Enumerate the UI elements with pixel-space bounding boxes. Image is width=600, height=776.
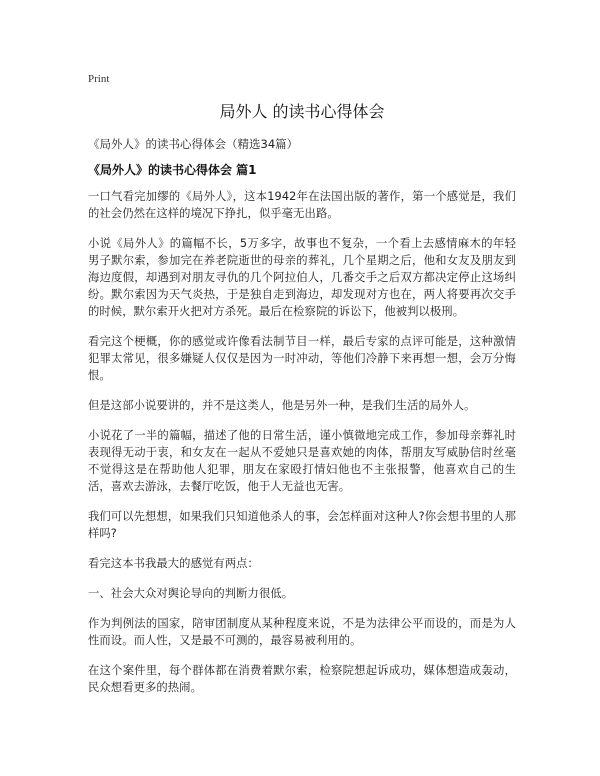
paragraph-7: 看完这本书我最大的感觉有两点： (88, 557, 259, 570)
print-label: Print (88, 73, 110, 85)
page-title: 局外人 的读书心得体会 (219, 102, 385, 121)
paragraph-9: 作为判例法的国家，陪审团制度从某种程度来说，不是为法律公平而设的，而是为人性而设。而人性，又是最不可测的，最容易被利用的。 (88, 617, 516, 647)
paragraph-1: 一口气看完加缪的《局外人》，这本1942年在法国出版的著作，第一个感觉是，我们的社会仍然在这样的境况下挣扎，似乎毫无出路。 (88, 190, 516, 220)
paragraph-5: 小说花了一半的篇幅，描述了他的日常生活，谨小慎微地完成工作，参加母亲葬礼时表现得无动于衷，和女友在一起从不爱她只是喜欢她的肉体，帮朋友写威胁信时丝毫不觉得这是在帮助他人犯罪，朋友在家殴打情妇他也不主张报警，他喜欢自己的生活，喜欢去游泳，去餐厅吃饭，他于人无益也无害。 (88, 429, 516, 493)
document-subtitle: 《局外人》的读书心得体会（精选34篇） (88, 137, 299, 151)
section-heading: 《局外人》的读书心得体会 篇1 (88, 163, 257, 177)
paragraph-8: 一、社会大众对舆论导向的判断力很低。 (88, 587, 294, 600)
paragraph-2: 小说《局外人》的篇幅不长，5万多字，故事也不复杂，一个看上去感情麻木的年轻男子默尔索，参加完在养老院逝世的母亲的葬礼，几个星期之后，他和女友及朋友到海边度假，却遇到对朋友寻仇的几个阿拉伯人，几番交手之后双方都决定停止这场纠纷。默尔索因为天气炎热，于是独自走到海边，却发现对方也在，两人将要再次交手的时候，默尔索开火把对方杀死。最后在检察院的诉讼下，他被判以极刑。 (88, 237, 516, 318)
paragraph-3: 看完这个梗概，你的感觉或许像看法制节目一样，最后专家的点评可能是，这种激情犯罪太常见，很多嫌疑人仅仅是因为一时冲动，等他们冷静下来再想一想，会万分悔恨。 (88, 335, 516, 382)
paragraph-10: 在这个案件里，每个群体都在消费着默尔索，检察院想起诉成功，媒体想造成轰动，民众想看更多的热闹。 (88, 664, 516, 694)
paragraph-4: 但是这部小说要讲的，并不是这类人，他是另外一种，是我们生活的局外人。 (88, 399, 476, 412)
paragraph-6: 我们可以先想想，如果我们只知道他杀人的事，会怎样面对这种人?你会想书里的人那样吗? (88, 510, 516, 540)
document-page (88, 72, 516, 709)
